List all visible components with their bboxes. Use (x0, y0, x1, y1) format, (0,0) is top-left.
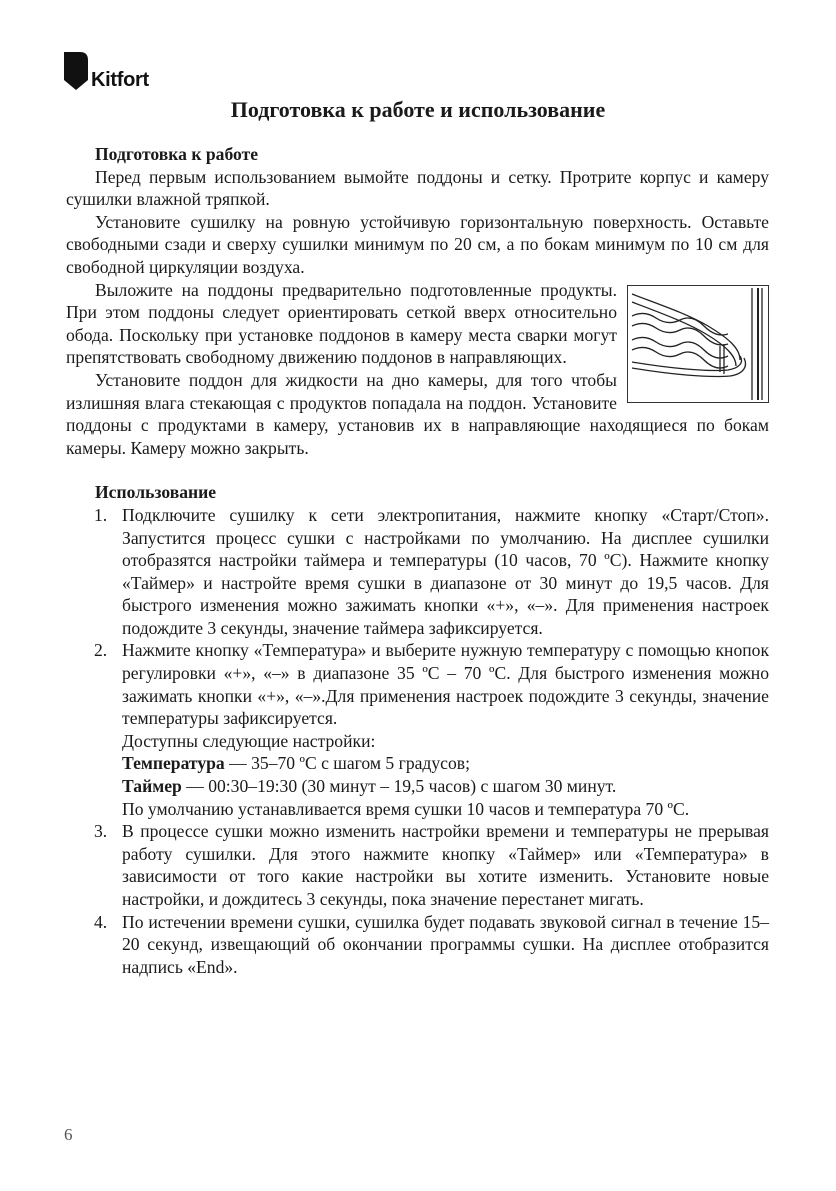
settings-intro: Доступны следующие настройки: (122, 730, 376, 751)
document-body (66, 143, 769, 978)
section-heading-usage: Использование (95, 482, 217, 503)
page-number: 6 (64, 1125, 73, 1144)
tray-rail-illustration-icon (628, 286, 768, 402)
page-title: Подготовка к работе и использование (230, 97, 606, 122)
setting-timer: Таймер — 00:30–19:30 (30 минут – 19,5 часов) с шагом 30 минут. (122, 776, 617, 797)
usage-steps-list (66, 504, 769, 978)
tray-rail-illustration (627, 285, 769, 403)
paragraph-liquid-tray: Установите поддон для жидкости на дно камеры, для того чтобы излишняя влага стекающая с продуктов попадала на поддон. Установите поддоны с продуктами в камеру, установив их в направляющие находящиеся по бокам камеры. Камеру можно закрыть. (66, 369, 769, 458)
paragraph-wash: Перед первым использованием вымойте поддоны и сетку. Протрите корпус и камеру сушилки влажной тряпкой. (66, 166, 769, 210)
kitfort-logo-icon (64, 52, 88, 90)
paragraph-placement: Установите сушилку на ровную устойчивую горизонтальную поверхность. Оставьте свободными сзади и сверху сушилки минимум по 20 см, а по бокам минимум по 10 см для свободной циркуляции воздуха. (66, 211, 769, 277)
list-item: 4. По истечении времени сушки, сушилка будет подавать звуковой сигнал в течение 15–20 секунд, извещающий об окончании программы сушки. На дисплее отобразится надпись «End». (94, 911, 769, 977)
paragraph-trays: Выложите на поддоны предварительно подготовленные продукты. При этом поддоны следует ориентировать сеткой вверх относительно обода. Поскольку при установке поддонов в камеру места сварки могут препятствовать свободному движению поддонов в направляющих. (66, 279, 617, 368)
section-heading-preparation: Подготовка к работе (95, 144, 259, 164)
brand-logo (64, 52, 149, 90)
list-item: 3. В процессе сушки можно изменить настройки времени и температуры не прерывая работу сушилки. Для этого нажмите кнопку «Таймер» или «Температура» в зависимости от того какие настройки вы хотите изменить. Установите новые настройки, и дождитесь 3 секунды, пока значение перестанет мигать. (94, 821, 769, 909)
list-item: 2. Нажмите кнопку «Температура» и выберите нужную температуру с помощью кнопок регулировки «+», «–» в диапазоне 35 ºС – 70 ºС. Для быстрого изменения можно зажимать кнопки «+», «–».Для применения настроек подождите 3 секунды, значение температуры зафиксируется. Доступны следующие настройки: Температура — 35–70 ºС с шагом 5 градусов; Таймер — 00:30–19:30 (30 минут – 19,5 часов) с шагом 30 минут. По умолчанию устанавливается время сушки 10 часов и температура 70 ºС. (94, 640, 769, 819)
brand-name: Kitfort (91, 69, 149, 91)
setting-temperature: Температура — 35–70 ºС с шагом 5 градусов; (122, 753, 470, 774)
default-settings-note: По умолчанию устанавливается время сушки 10 часов и температура 70 ºС. (122, 798, 690, 819)
list-item: 1. Подключите сушилку к сети электропитания, нажмите кнопку «Старт/Стоп». Запустится процесс сушки с настройками по умолчанию. На дисплее сушилки отобразятся настройки таймера и температуры (10 часов, 70 ºС). Нажмите кнопку «Таймер» и настройте время сушки в диапазоне от 30 минут до 19,5 часов. Для быстрого изменения можно зажимать кнопки «+», «–». Для применения настроек подождите 3 секунды, значение таймера зафиксируется. (94, 504, 769, 638)
